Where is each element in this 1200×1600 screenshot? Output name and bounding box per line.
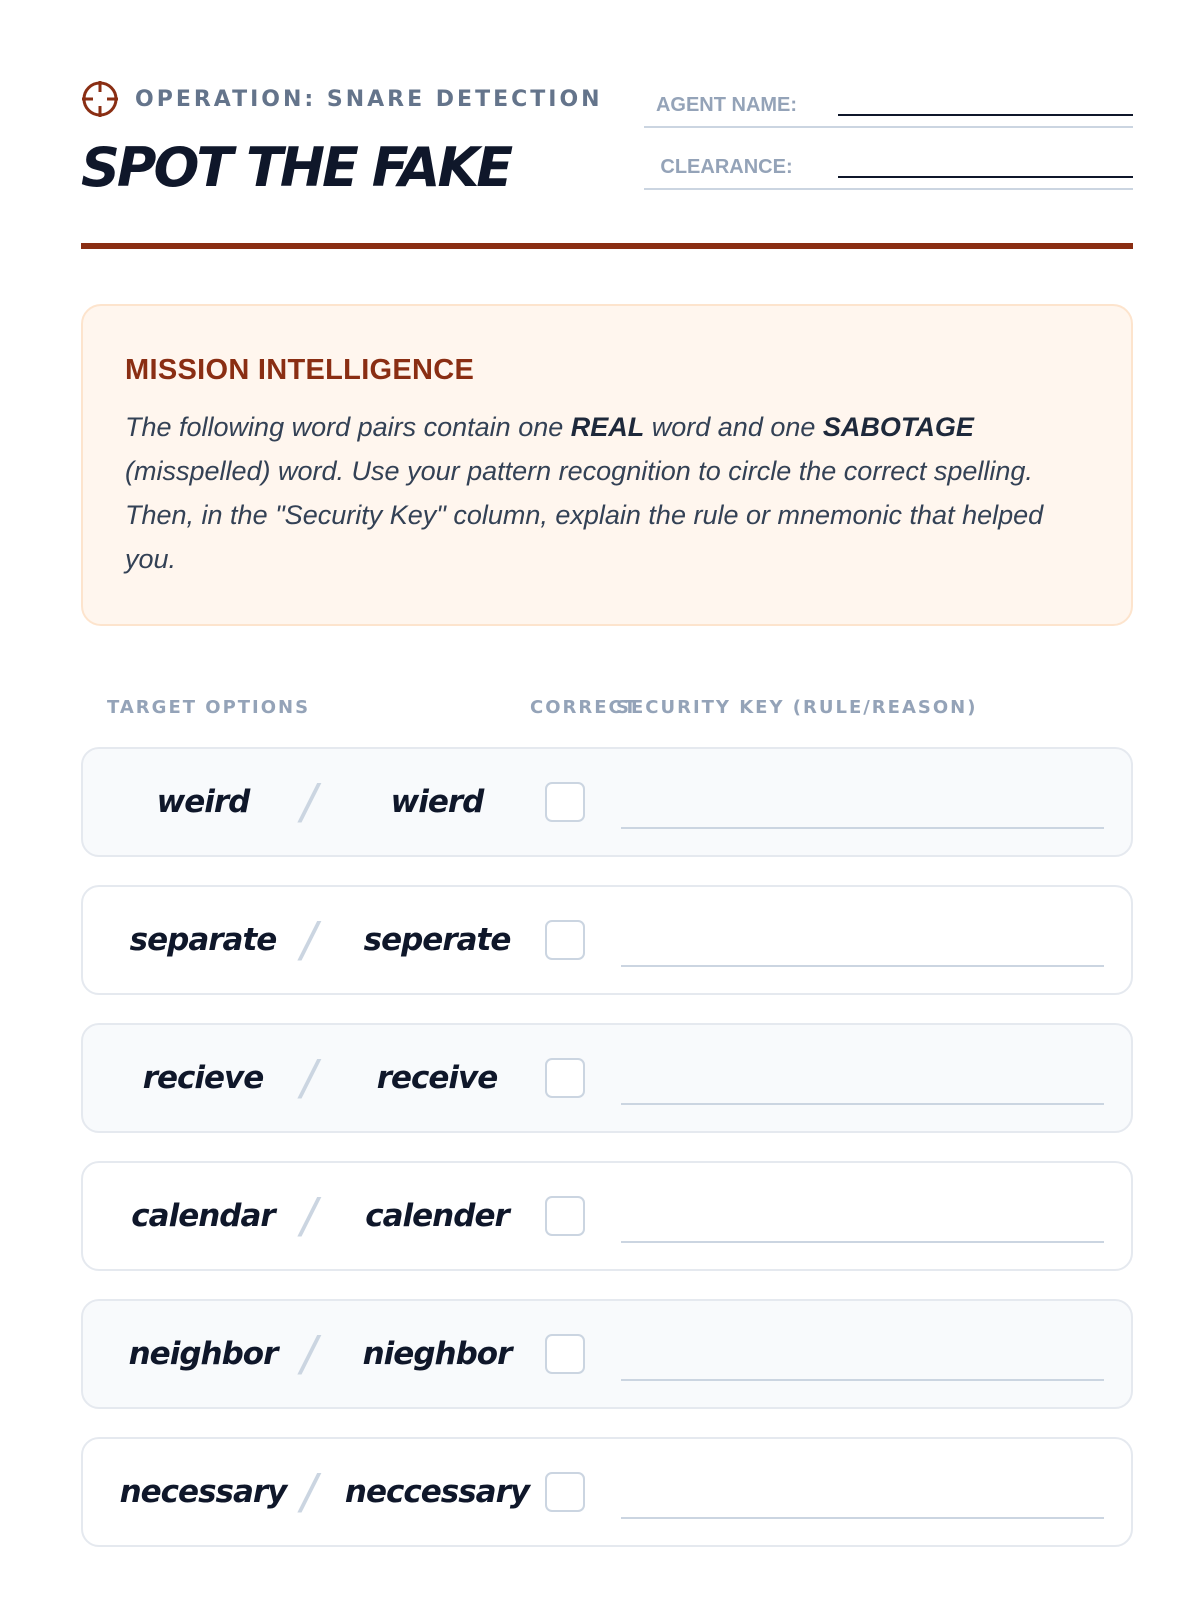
operation-eyebrow [81, 80, 603, 118]
option-a[interactable]: separate [129, 922, 277, 958]
column-header-correct: CORRECT [530, 697, 639, 718]
security-key-line[interactable] [621, 1379, 1104, 1381]
column-header-key: SECURITY KEY (RULE/REASON) [616, 697, 978, 718]
pair-separator: / [300, 1326, 318, 1382]
pair-separator: / [300, 1188, 318, 1244]
security-key-line[interactable] [621, 827, 1104, 829]
word-pair-row [81, 1299, 1133, 1409]
agent-name-label: AGENT NAME: [655, 94, 798, 116]
option-b[interactable]: wierd [390, 784, 484, 820]
option-b[interactable]: calender [365, 1198, 509, 1234]
mission-intelligence-box [81, 304, 1133, 626]
pair-separator: / [300, 1464, 318, 1520]
correct-checkbox[interactable] [545, 920, 585, 960]
option-b[interactable]: seperate [363, 922, 511, 958]
worksheet-header [81, 80, 1133, 200]
correct-checkbox[interactable] [545, 1196, 585, 1236]
agent-name-field[interactable] [644, 80, 1133, 128]
clearance-field[interactable] [644, 142, 1133, 190]
column-header-target: TARGET OPTIONS [107, 697, 311, 718]
correct-checkbox[interactable] [545, 1334, 585, 1374]
security-key-line[interactable] [621, 1103, 1104, 1105]
word-pair-row [81, 1023, 1133, 1133]
agent-name-blank[interactable] [838, 94, 1133, 116]
security-key-line[interactable] [621, 1517, 1104, 1519]
clearance-blank[interactable] [838, 156, 1133, 178]
option-b[interactable]: receive [376, 1060, 498, 1096]
pair-separator: / [300, 774, 318, 830]
intel-heading: MISSION INTELLIGENCE [125, 354, 475, 386]
security-key-line[interactable] [621, 965, 1104, 967]
operation-label: OPERATION: SNARE DETECTION [135, 86, 603, 112]
option-b[interactable]: neccessary [344, 1474, 530, 1510]
word-pair-row [81, 1437, 1133, 1547]
security-key-line[interactable] [621, 1241, 1104, 1243]
crosshair-icon [81, 80, 119, 118]
word-pair-row [81, 885, 1133, 995]
option-a[interactable]: necessary [119, 1474, 287, 1510]
page-title: SPOT THE FAKE [81, 136, 511, 199]
agent-fields [644, 80, 1133, 204]
correct-checkbox[interactable] [545, 1472, 585, 1512]
option-a[interactable]: recieve [142, 1060, 264, 1096]
option-a[interactable]: weird [156, 784, 250, 820]
option-b[interactable]: nieghbor [362, 1336, 512, 1372]
word-pair-row [81, 1161, 1133, 1271]
correct-checkbox[interactable] [545, 1058, 585, 1098]
option-a[interactable]: neighbor [128, 1336, 278, 1372]
word-pair-row [81, 747, 1133, 857]
intel-instructions: The following word pairs contain one REAL word and one SABOTAGE (misspelled) word. Use your pattern recognition to circle the correct spelling. Then, in the "Security Key" column, explain the rule or mnemonic that helped you. [125, 412, 1044, 574]
clearance-label: CLEARANCE: [660, 156, 793, 178]
pair-separator: / [300, 1050, 318, 1106]
correct-checkbox[interactable] [545, 782, 585, 822]
header-divider [81, 243, 1133, 249]
option-a[interactable]: calendar [131, 1198, 275, 1234]
pair-separator: / [300, 912, 318, 968]
